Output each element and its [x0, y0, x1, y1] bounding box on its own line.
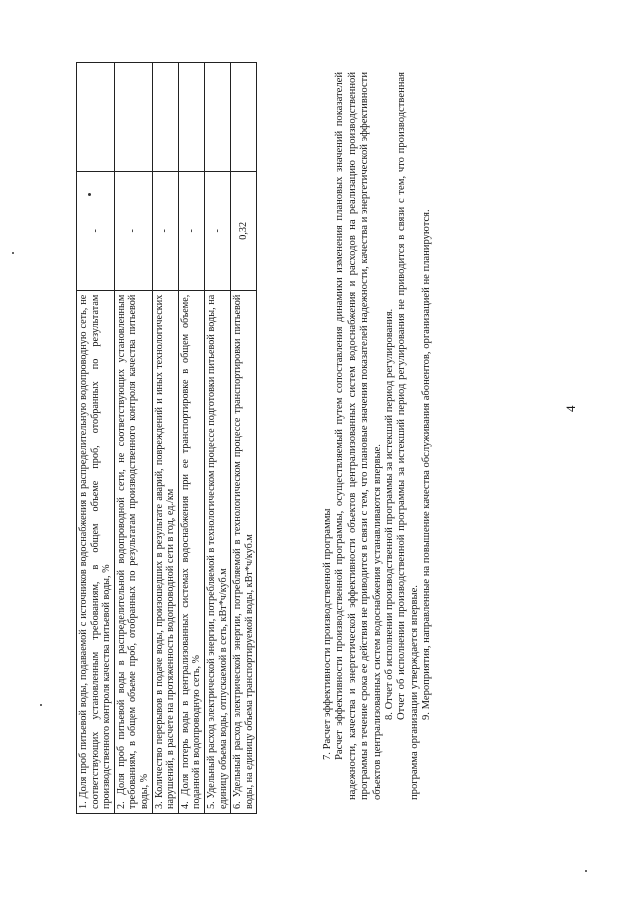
table-row — [77, 63, 115, 814]
table-row — [204, 63, 230, 814]
indicator-empty-cell — [152, 63, 178, 172]
section-7-text: Расчет эффективности производственной программы, осуществляемый путем сопоставления динамики изменения плановых значений показателей надежности, качества и энергетической эффективности объектов централизованных систем водоснабжения и расходов на реализацию производственной программы в течение срока ее действия не приводится в связи с тем, что плановые значения показателей надежности, качества и энергетической эффективности объектов централизованных систем водоснабжения устанавливаются впервые. — [334, 72, 383, 800]
indicator-label: 5. Удельный расход электрической энергии, потребляемой в технологическом процессе подготовки питьевой воды, на единицу объема воды, отпускаемой в сеть, кВт*ч/куб.м — [204, 290, 230, 813]
indicator-label: 1. Доля проб питьевой воды, подаваемой с источников водоснабжения в распределительную водопроводную сеть, не соответствующих установленным требованиям, в общем объеме проб, отобранных по результатам производственного контроля качества питьевой воды, % — [77, 290, 115, 813]
indicators-table — [76, 62, 257, 814]
scan-speck — [12, 252, 14, 254]
indicator-empty-cell — [77, 63, 115, 172]
indicator-label: 2. Доля проб питьевой воды в распределительной водопроводной сети, не соответствующих установленным требованиям, в общем объеме проб, отобранных по результатам производственного контроля качества питьевой воды, % — [114, 290, 152, 813]
section-7-title: 7. Расчет эффективности производственной программы — [322, 508, 333, 760]
table-row — [178, 63, 204, 814]
section-8-text: Отчет об исполнении производственной программы за истекший период регулирования не приводится в связи с тем, что производственная программа организации утверждается впервые. — [396, 72, 420, 800]
document-body — [322, 72, 434, 800]
indicator-value: - — [204, 171, 230, 290]
indicator-label: 3. Количество перерывов в подаче воды, произошедших в результате аварий, повреждений и иных технологических нарушений, в расчете на протяженность водопроводной сети в год, ед./км — [152, 290, 178, 813]
table-row — [231, 63, 257, 814]
indicator-value: - — [77, 171, 115, 290]
section-8-title: 8. Отчет об исполнении производственной программы за истекший период регулирования. — [384, 308, 396, 720]
table-row — [114, 63, 152, 814]
table-row — [152, 63, 178, 814]
indicator-value: 0,32 — [231, 171, 257, 290]
indicator-value: - — [178, 171, 204, 290]
scan-speck — [585, 870, 587, 872]
indicator-empty-cell — [204, 63, 230, 172]
indicator-empty-cell — [114, 63, 152, 172]
rotated-content — [40, 42, 600, 862]
indicator-value: - — [152, 171, 178, 290]
page-number: 4 — [563, 405, 578, 412]
indicator-value: - — [114, 171, 152, 290]
indicator-label: 4. Доля потерь воды в централизованных системах водоснабжения при ее транспортировке в общем объеме, поданной в водопроводную сеть, % — [178, 290, 204, 813]
indicator-empty-cell — [178, 63, 204, 172]
indicator-empty-cell — [231, 63, 257, 172]
section-9-text: 9. Мероприятия, направленные на повышение качества обслуживания абонентов, организацией не планируются. — [421, 209, 433, 720]
indicator-label: 6. Удельный расход электрической энергии, потребляемой в технологическом процессе транспортировки питьевой воды, на единицу объема транспортируемой воды, кВт*ч/куб.м — [231, 290, 257, 813]
